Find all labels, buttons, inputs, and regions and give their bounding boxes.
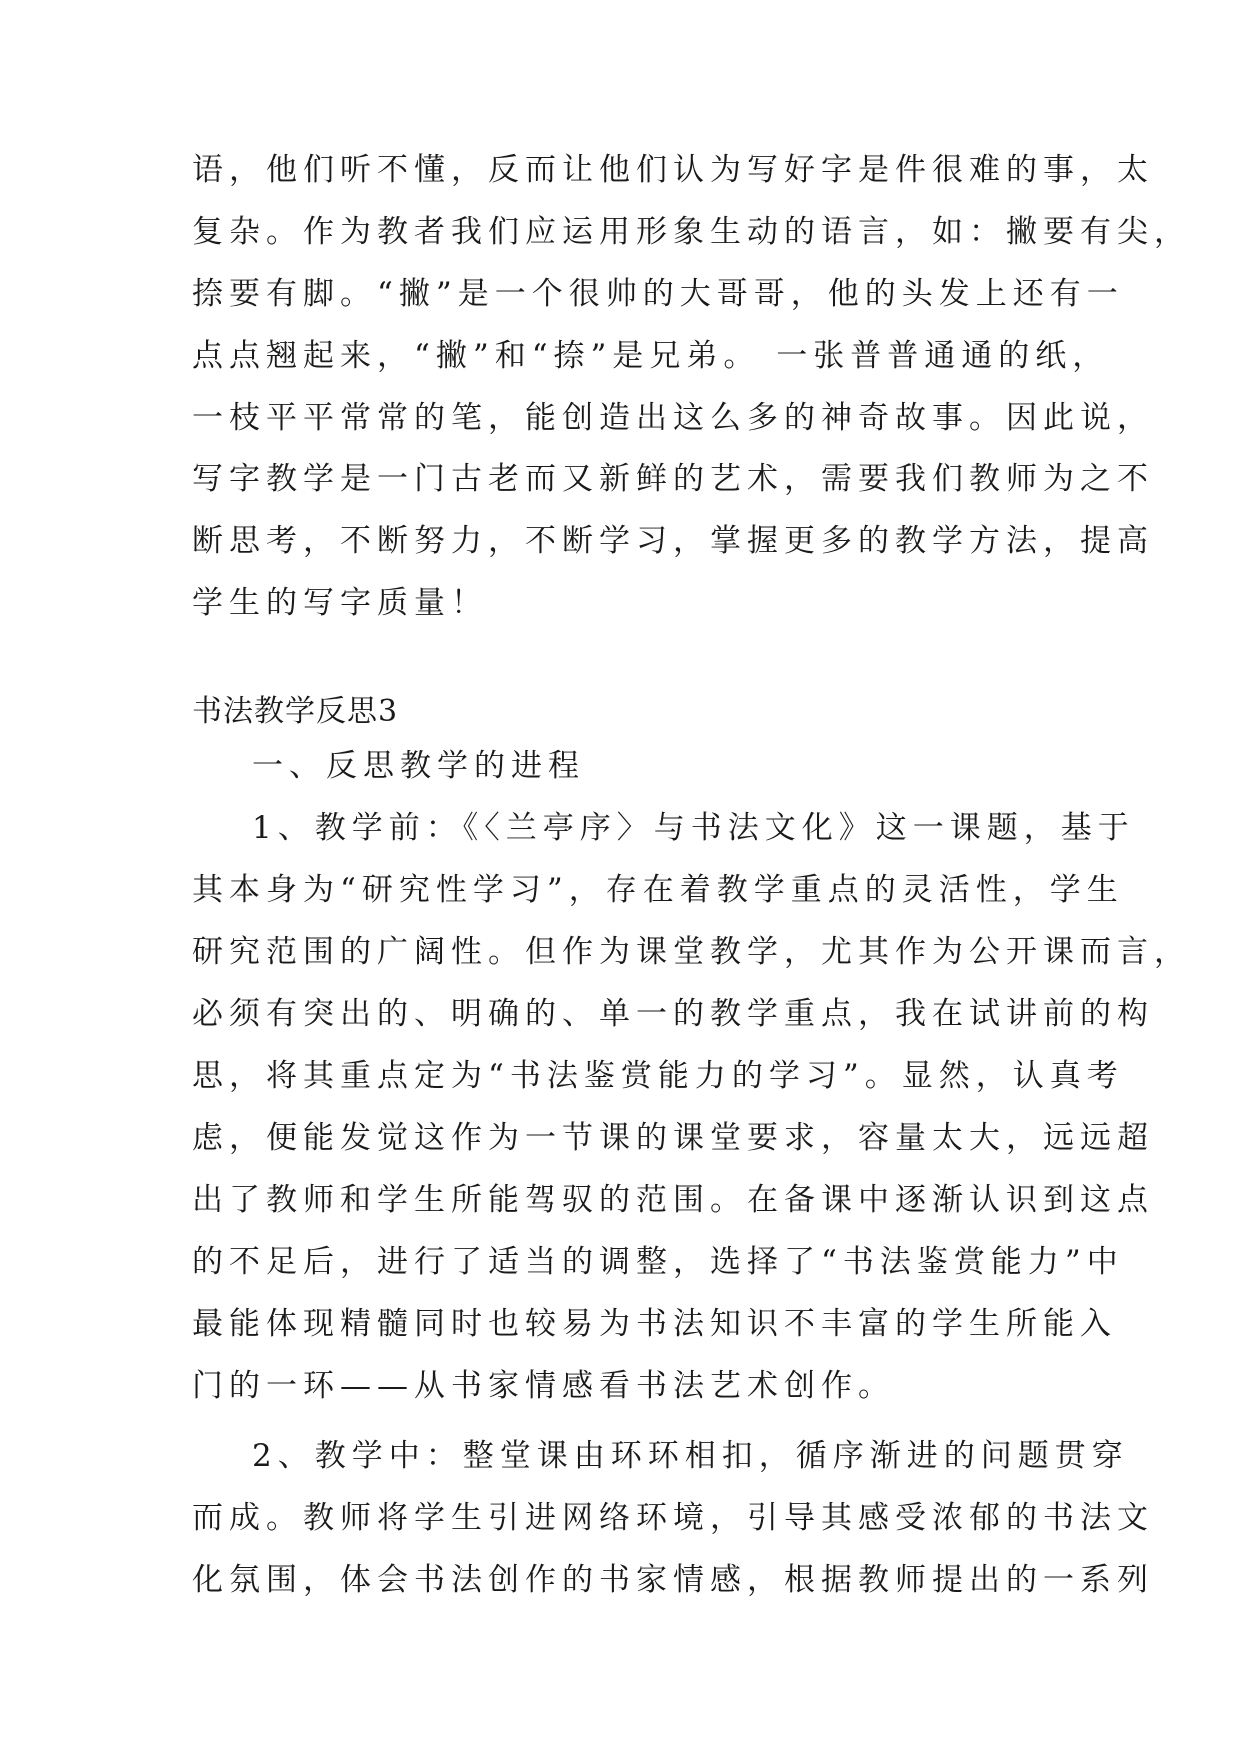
paragraph-line: 语，他们听不懂，反而让他们认为写好字是件很难的事，太 [192, 152, 1154, 188]
paragraph-line: 断思考，不断努力，不断学习，掌握更多的教学方法，提高 [192, 523, 1154, 559]
paragraph-line: 思，将其重点定为“书法鉴赏能力的学习”。显然，认真考 [192, 1058, 1124, 1094]
paragraph-line: 化氛围，体会书法创作的书家情感，根据教师提出的一系列 [192, 1562, 1154, 1598]
paragraph-line: 而成。教师将学生引进网络环境，引导其感受浓郁的书法文 [192, 1500, 1154, 1536]
paragraph-line: 1、教学前：《〈兰亭序〉与书法文化》这一课题，基于 [252, 810, 1135, 846]
paragraph-line: 虑，便能发觉这作为一节课的课堂要求，容量太大，远远超 [192, 1120, 1154, 1156]
paragraph-line: 的不足后，进行了适当的调整，选择了“书法鉴赏能力”中 [192, 1244, 1124, 1280]
paragraph-line: 必须有突出的、明确的、单一的教学重点，我在试讲前的构 [192, 996, 1154, 1032]
paragraph-line: 捺要有脚。“撇”是一个很帅的大哥哥，他的头发上还有一 [192, 276, 1124, 312]
paragraph-line: 一枝平平常常的笔，能创造出这么多的神奇故事。因此说， [192, 400, 1154, 436]
paragraph-line: 学生的写字质量！ [192, 585, 488, 621]
paragraph-line: 最能体现精髓同时也较易为书法知识不丰富的学生所能入 [192, 1306, 1117, 1342]
paragraph-line: 2、教学中：整堂课由环环相扣，循序渐进的问题贯穿 [252, 1438, 1129, 1474]
paragraph-line: 门的一环——从书家情感看书法艺术创作。 [192, 1368, 895, 1404]
paragraph-line: 写字教学是一门古老而又新鲜的艺术，需要我们教师为之不 [192, 461, 1154, 497]
subheading: 一、反思教学的进程 [252, 748, 585, 784]
section-title: 书法教学反思3 [192, 694, 399, 729]
paragraph-line: 其本身为“研究性学习”，存在着教学重点的灵活性，学生 [192, 872, 1124, 908]
paragraph-line: 出了教师和学生所能驾驭的范围。在备课中逐渐认识到这点 [192, 1182, 1154, 1218]
paragraph-line: 点点翘起来，“撇”和“捺”是兄弟。 一张普普通通的纸， [192, 338, 1110, 374]
paragraph-line: 研究范围的广阔性。但作为课堂教学，尤其作为公开课而言， [192, 934, 1191, 970]
paragraph-line: 复杂。作为教者我们应运用形象生动的语言，如：撇要有尖， [192, 214, 1191, 250]
